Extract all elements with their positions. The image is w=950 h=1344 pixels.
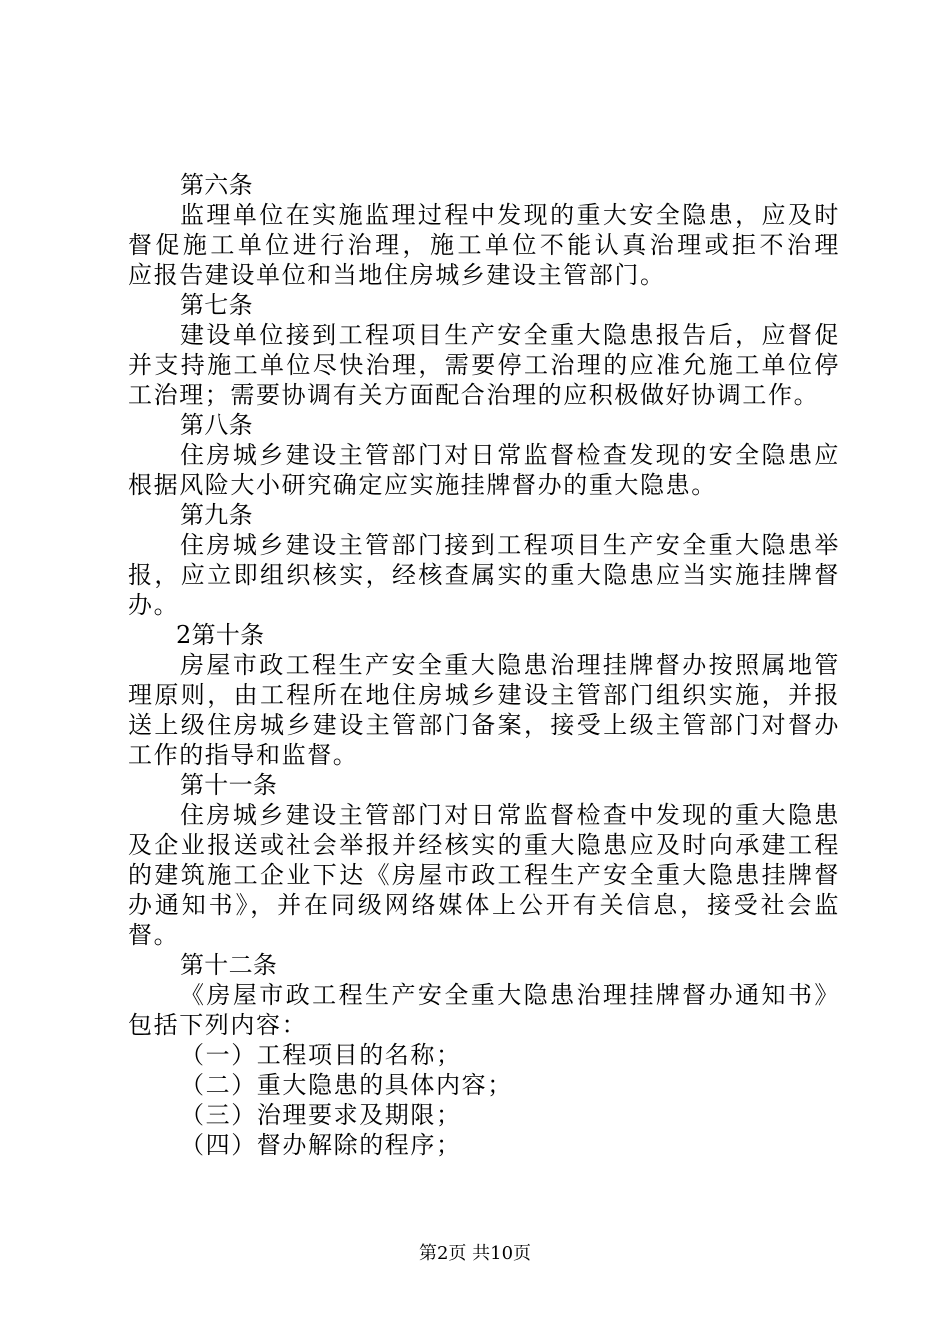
article-heading: 第十二条 — [180, 951, 278, 979]
text-line: 的建筑施工企业下达《房屋市政工程生产安全重大隐患挂牌督 — [128, 861, 840, 889]
article-heading: 2第十条 — [176, 621, 265, 649]
text-line: （一）工程项目的名称； — [180, 1041, 462, 1069]
text-line: 理原则，由工程所在地住房城乡建设主管部门组织实施，并报 — [128, 681, 840, 709]
text-line: 住房城乡建设主管部门对日常监督检查中发现的重大隐患 — [180, 801, 840, 829]
article-heading: 第七条 — [180, 291, 253, 319]
article-heading: 第十一条 — [180, 771, 278, 799]
text-line: 《房屋市政工程生产安全重大隐患治理挂牌督办通知书》 — [180, 981, 840, 1009]
text-line: 督。 — [128, 921, 180, 949]
text-line: 房屋市政工程生产安全重大隐患治理挂牌督办按照属地管 — [180, 651, 840, 679]
text-line: 督促施工单位进行治理，施工单位不能认真治理或拒不治理 — [128, 231, 840, 259]
text-line: 住房城乡建设主管部门接到工程项目生产安全重大隐患举 — [180, 531, 840, 559]
document-body — [128, 170, 840, 1160]
text-line: （二）重大隐患的具体内容； — [180, 1071, 513, 1099]
article-heading: 第八条 — [180, 411, 253, 439]
article-heading: 第九条 — [180, 501, 253, 529]
text-line: 及企业报送或社会举报并经核实的重大隐患应及时向承建工程 — [128, 831, 840, 859]
text-line: 工作的指导和监督。 — [128, 741, 359, 769]
text-line: （四）督办解除的程序； — [180, 1131, 462, 1159]
text-line: 办通知书》，并在同级网络媒体上公开有关信息，接受社会监 — [128, 891, 840, 919]
text-line: 工治理；需要协调有关方面配合治理的应积极做好协调工作。 — [128, 381, 820, 409]
text-line: 建设单位接到工程项目生产安全重大隐患报告后，应督促 — [180, 321, 840, 349]
text-line: 监理单位在实施监理过程中发现的重大安全隐患，应及时 — [180, 201, 840, 229]
text-line: 包括下列内容： — [128, 1011, 308, 1039]
text-line: 送上级住房城乡建设主管部门备案，接受上级主管部门对督办 — [128, 711, 840, 739]
text-line: 报，应立即组织核实，经核查属实的重大隐患应当实施挂牌督 — [128, 561, 840, 589]
page-footer: 第2页 共10页 — [418, 1243, 532, 1264]
text-line: 住房城乡建设主管部门对日常监督检查发现的安全隐患应 — [180, 441, 840, 469]
text-line: 办。 — [128, 591, 180, 619]
text-line: 并支持施工单位尽快治理，需要停工治理的应准允施工单位停 — [128, 351, 840, 379]
article-heading: 第六条 — [180, 171, 253, 199]
text-line: （三）治理要求及期限； — [180, 1101, 462, 1129]
text-line: 应报告建设单位和当地住房城乡建设主管部门。 — [128, 261, 666, 289]
text-line: 根据风险大小研究确定应实施挂牌督办的重大隐患。 — [128, 471, 717, 499]
